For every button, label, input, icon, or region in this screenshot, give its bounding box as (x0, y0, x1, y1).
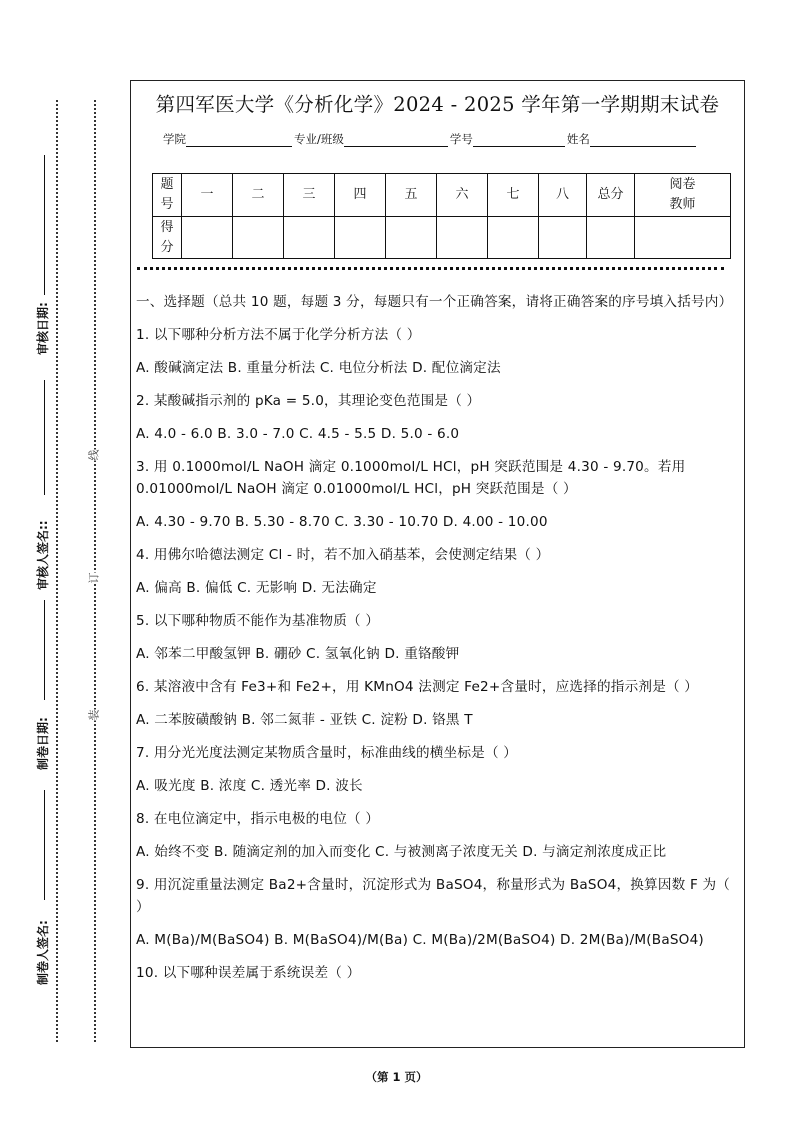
options-8: A. 始终不变 B. 随滴定剂的加入而变化 C. 与被测离子浓度无关 D. 与滴定剂浓度成正比 (136, 844, 667, 860)
field-label-college: 学院 (163, 132, 186, 146)
binding-char-ding: 订 (87, 572, 101, 584)
question-9: 9. 用沉淀重量法测定 Ba2+含量时，沉淀形式为 BaSO4，称量形式为 BaSO4，换算因数 F 为（ ） (136, 877, 731, 915)
field-major-class-input[interactable] (344, 132, 448, 147)
question-3: 3. 用 0.1000mol/L NaOH 滴定 0.1000mol/L HCl，pH 突跃范围是 4.30 - 9.70。若用 0.01000mol/L NaOH 滴定 0.01000mol/L HCl，pH 突跃范围是（ ） (136, 459, 686, 497)
maker-date-label: 制卷日期: (36, 717, 50, 770)
score-cell[interactable] (233, 217, 284, 259)
field-label-name: 姓名 (566, 132, 590, 146)
score-table (152, 173, 731, 259)
question-1: 1. 以下哪种分析方法不属于化学分析方法（ ） (136, 327, 421, 343)
score-cell[interactable] (182, 217, 233, 259)
question-6: 6. 某溶液中含有 Fe3+和 Fe2+，用 KMnO4 法测定 Fe2+含量时，应选择的指示剂是（ ） (136, 679, 699, 695)
field-label-student-id: 学号 (449, 132, 473, 146)
student-info-fields (163, 131, 698, 147)
question-4: 4. 用佛尔哈德法测定 Cl - 时，若不加入硝基苯，会使测定结果（ ） (136, 547, 550, 563)
options-3: A. 4.30 - 9.70 B. 5.30 - 8.70 C. 3.30 - 10.70 D. 4.00 - 10.00 (136, 514, 548, 530)
header-reviewer-cell: 阅卷 教师 (635, 174, 731, 217)
score-cell[interactable] (488, 217, 539, 259)
section-heading: 一、选择题（总共 10 题，每题 3 分，每题只有一个正确答案，请将正确答案的序号填入括号内） (136, 294, 733, 310)
header-cell: 四 (335, 174, 386, 217)
score-cell[interactable] (539, 217, 587, 259)
score-table-header-row (153, 174, 731, 217)
question-section (136, 291, 738, 995)
question-10: 10. 以下哪种误差属于系统误差（ ） (136, 965, 361, 981)
score-cell[interactable] (386, 217, 437, 259)
header-cell: 一 (182, 174, 233, 217)
score-cell[interactable] (587, 217, 635, 259)
header-cell: 七 (488, 174, 539, 217)
question-7: 7. 用分光光度法测定某物质含量时，标准曲线的横坐标是（ ） (136, 745, 518, 761)
options-6: A. 二苯胺磺酸钠 B. 邻二氮菲 - 亚铁 C. 淀粉 D. 铬黑 T (136, 712, 473, 728)
field-label-major-class: 专业/班级 (294, 132, 344, 146)
exam-title: 第四军医大学《分析化学》2024 - 2025 学年第一学期期末试卷 (155, 93, 720, 116)
header-cell: 六 (437, 174, 488, 217)
options-4: A. 偏高 B. 偏低 C. 无影响 D. 无法确定 (136, 580, 377, 596)
score-cell[interactable] (335, 217, 386, 259)
page-number: （第 1 页） (365, 1070, 428, 1084)
header-cell: 三 (284, 174, 335, 217)
dotted-separator (137, 267, 724, 270)
review-date-label: 审核日期: (36, 302, 50, 355)
binding-dotted-line-outer (56, 100, 58, 1042)
question-8: 8. 在电位滴定中，指示电极的电位（ ） (136, 811, 380, 827)
review-date-underline (44, 155, 45, 295)
score-cell[interactable] (437, 217, 488, 259)
options-5: A. 邻苯二甲酸氢钾 B. 硼砂 C. 氢氧化钠 D. 重铬酸钾 (136, 646, 460, 662)
binding-char-xian: 线 (87, 449, 101, 461)
options-7: A. 吸光度 B. 浓度 C. 透光率 D. 波长 (136, 778, 363, 794)
binding-char-zhuang: 装 (87, 709, 101, 721)
score-table-score-row (153, 217, 731, 259)
maker-signature-label: 制卷人签名: (36, 920, 50, 985)
score-label-cell: 得 分 (153, 217, 182, 259)
header-cell: 八 (539, 174, 587, 217)
reviewer-signature-underline (44, 380, 45, 495)
header-cell: 二 (233, 174, 284, 217)
score-cell[interactable] (284, 217, 335, 259)
exam-frame (130, 80, 745, 1048)
field-college-input[interactable] (186, 132, 292, 147)
maker-date-underline (44, 600, 45, 700)
options-2: A. 4.0 - 6.0 B. 3.0 - 7.0 C. 4.5 - 5.5 D. 5.0 - 6.0 (136, 426, 460, 442)
reviewer-signature-label: 审核人签名:: (36, 520, 50, 590)
field-name-input[interactable] (590, 132, 696, 147)
options-9: A. M(Ba)/M(BaSO4) B. M(BaSO4)/M(Ba) C. M(Ba)/2M(BaSO4) D. 2M(Ba)/M(BaSO4) (136, 932, 704, 948)
field-student-id-input[interactable] (473, 132, 565, 147)
options-1: A. 酸碱滴定法 B. 重量分析法 C. 电位分析法 D. 配位滴定法 (136, 360, 501, 376)
header-cell: 五 (386, 174, 437, 217)
maker-signature-underline (44, 790, 45, 900)
reviewer-cell[interactable] (635, 217, 731, 259)
header-label-cell: 题 号 (153, 174, 182, 217)
header-cell: 总分 (587, 174, 635, 217)
question-5: 5. 以下哪种物质不能作为基准物质（ ） (136, 613, 380, 629)
binding-dotted-line-inner (94, 100, 96, 1042)
question-2: 2. 某酸碱指示剂的 pKa = 5.0，其理论变色范围是（ ） (136, 393, 481, 409)
